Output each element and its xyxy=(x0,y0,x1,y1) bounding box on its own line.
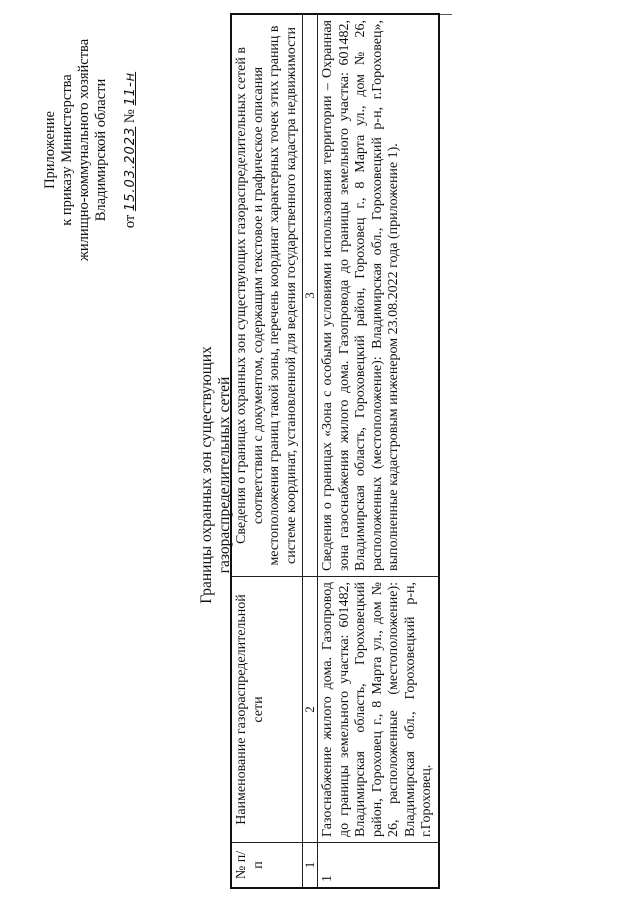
document-heading xyxy=(198,275,234,675)
table-row xyxy=(318,14,439,888)
appendix-line-region: Владимирской области xyxy=(93,78,109,222)
handwritten-date: 15.03.2023 xyxy=(123,126,138,212)
row-name: Газоснабжение жилого дома. Газопровод до границы земельного участка: 601482, Владимирская область, Гороховецкий район, Гороховец г., 8 Марта ул., дом № 26, расположенные (местоположение): Владимирская обл., Гороховецкий р-н, г.Гороховец. xyxy=(318,577,439,843)
table-header-row xyxy=(231,14,303,888)
heading-line-2: газораспределительных сетей xyxy=(216,376,233,574)
row-num: 1 xyxy=(318,843,439,889)
row-info: Сведения о границах «Зона с особыми условиями использования территории – Охранная зона газоснабжения жилого дома. Газопровода до границы земельного участка: 601482, Владимирская область, Гороховецкий район, Гороховец г., 8 Марта ул., дом № 26, расположенных (местоположение): Владимирская обл., Гороховецкий р-н, г.Гороховец», выполненные кадастровым инженером 23.08.2022 года (приложение 1). xyxy=(318,14,439,577)
header-info: Сведения о границах охранных зон существующих газораспределительных сетей в соответствии с документом, содержащим текстовое и графическое описания местоположения границ такой зоны, перечень координат характерных точек этих границ в системе координат, установленной для ведения государственного кадастра недвижимости xyxy=(231,14,303,577)
handwritten-number: 11-н xyxy=(123,71,138,106)
index-cell-2: 2 xyxy=(303,577,318,843)
header-name: Наименование газораспределительной сети xyxy=(231,577,303,843)
index-cell-3: 3 xyxy=(303,14,318,577)
header-num: № п/п xyxy=(231,843,303,889)
zones-table xyxy=(230,13,440,889)
appendix-line-order: к приказу Министерства xyxy=(59,74,75,226)
appendix-line-ministry: жилищно-коммунального хозяйства xyxy=(76,38,92,262)
date-prefix: от xyxy=(122,214,138,229)
index-cell-1: 1 xyxy=(303,843,318,889)
heading-line-1: Границы охранных зон существующих xyxy=(198,346,215,604)
scan-mark xyxy=(440,14,452,15)
appendix-date-line xyxy=(122,15,139,285)
appendix-block xyxy=(42,15,139,285)
appendix-title: Приложение xyxy=(42,111,58,189)
table-index-row xyxy=(303,14,318,888)
number-prefix: № xyxy=(122,109,138,124)
